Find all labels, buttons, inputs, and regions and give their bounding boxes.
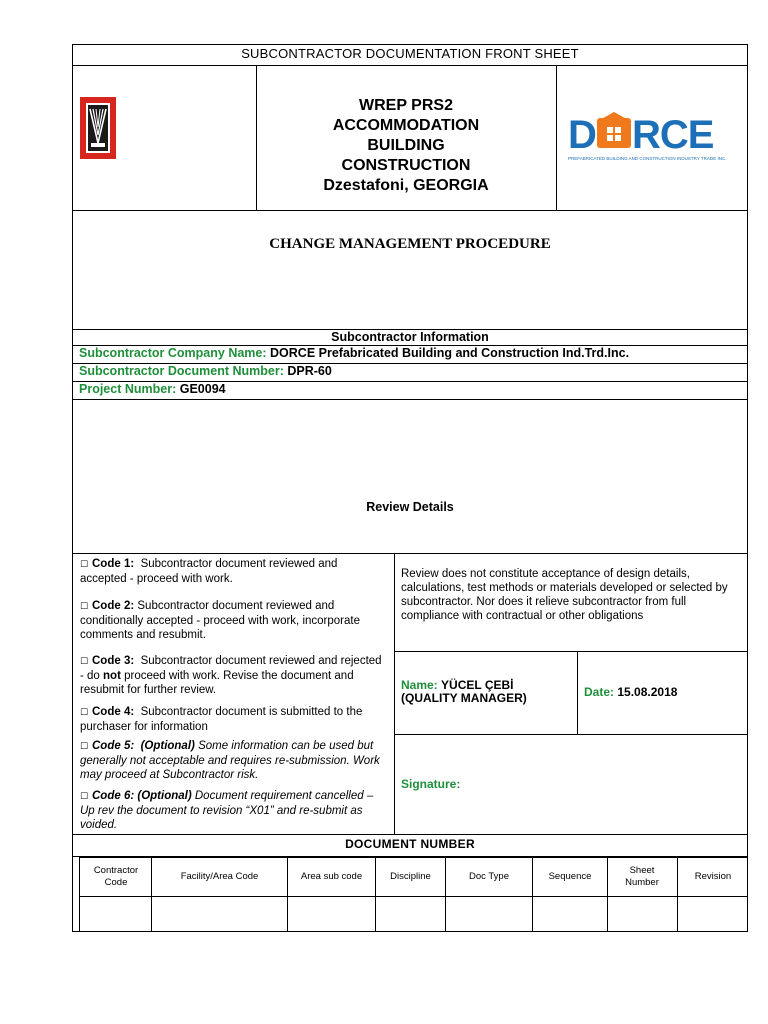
document-number-title: DOCUMENT NUMBER [345,837,475,851]
code-2: ☐ Code 2: Subcontractor document reviewed and conditionally accepted - proceed with work, incorporate comments and resubmit. [80,600,360,641]
name-label: Name: [401,678,438,692]
project-line: CONSTRUCTION [341,157,471,174]
document-number-row [79,364,332,378]
front-sheet-title: SUBCONTRACTOR DOCUMENTATION FRONT SHEET [241,46,579,61]
reviewer-name [401,679,527,705]
company-name-row [79,346,629,360]
checkbox-icon[interactable]: ☐ [80,656,89,666]
project-line: WREP PRS2 [359,97,453,114]
review-date [584,685,677,699]
col-facility-area-code: Facility/Area Code [180,871,259,882]
svg-text:RCE: RCE [632,113,714,157]
code-5: ☐ Code 5: (Optional) Some information can be used but generally not acceptable and requires re-submission. Work may proceed at Subcontractor risk. [80,740,380,781]
project-number-label: Project Number: [79,382,177,396]
project-number-row [79,382,226,396]
review-codes-list [80,557,386,833]
project-title [256,96,556,196]
project-line: Dzestafoni, GEORGIA [323,177,489,194]
checkbox-icon[interactable]: ☐ [80,559,89,569]
subcontractor-section-title: Subcontractor Information [331,330,489,344]
col-contractor-code: Contractor Code [93,865,139,888]
code-1: ☐ Code 1: Subcontractor document reviewed and accepted - proceed with work. [80,558,338,585]
code-6: ☐ Code 6: (Optional) Document requirement cancelled – Up rev the document to revision “X01” and re-submit as voided. [80,790,374,831]
client-logo [80,97,116,159]
code-3: ☐ Code 3: Subcontractor document reviewed and rejected - do not proceed with work. Revise the document and resubmit for further review. [80,655,382,696]
col-sequence: Sequence [548,871,592,882]
project-number-value: GE0094 [179,382,226,396]
review-details-title: Review Details [366,500,454,514]
date-value: 15.08.2018 [617,685,678,699]
checkbox-icon[interactable]: ☐ [80,601,89,611]
checkbox-icon[interactable]: ☐ [80,707,89,717]
dorce-tagline: PREFABRICATED BUILDING AND CONSTRUCTION INDUSTRY TRADE INC. [568,156,727,161]
col-sheet-number: Sheet Number [625,865,659,888]
document-number-value: DPR-60 [287,364,332,378]
company-name-label: Subcontractor Company Name: [79,346,267,360]
code-4: ☐ Code 4: Subcontractor document is submitted to the purchaser for information [80,706,363,733]
col-revision: Revision [694,871,732,882]
company-name-value: DORCE Prefabricated Building and Construction Ind.Trd.Inc. [270,346,630,360]
checkbox-icon[interactable]: ☐ [80,741,89,751]
project-line: ACCOMMODATION [332,117,480,134]
signature-label: Signature: [401,777,461,791]
col-doc-type: Doc Type [469,871,509,882]
col-discipline: Discipline [390,871,431,882]
review-disclaimer: Review does not constitute acceptance of design details, calculations, test methods or materials developed or selected by subcontractor. Nor does it relieve subcontractor from full compliance with contractual or other obligations [401,568,728,622]
date-label: Date: [584,685,615,699]
name-value: YÜCEL ÇEBİ [441,678,514,692]
col-area-sub-code: Area sub code [300,871,363,882]
svg-text:D: D [568,113,596,157]
checkbox-icon[interactable]: ☐ [80,791,89,801]
document-number-label: Subcontractor Document Number: [79,364,284,378]
role-value: (QUALITY MANAGER) [401,691,527,705]
document-title: CHANGE MANAGEMENT PROCEDURE [269,236,551,252]
project-line: BUILDING [367,137,445,154]
